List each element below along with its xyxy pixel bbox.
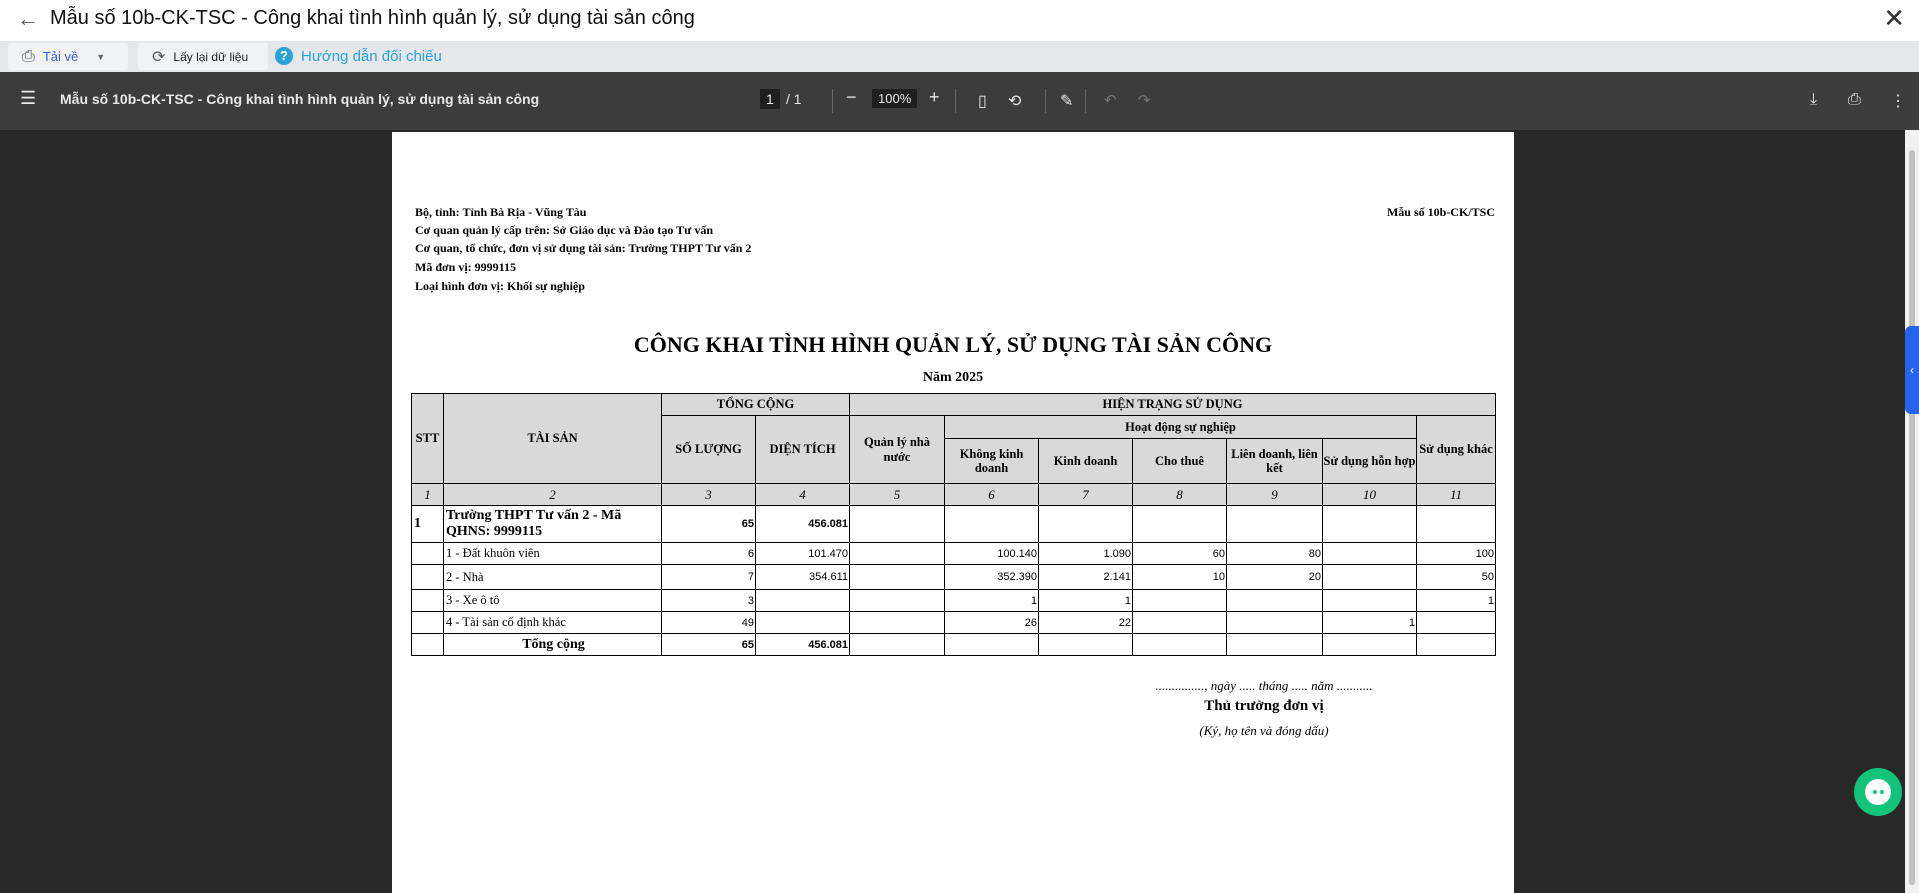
document-year: Năm 2025 — [922, 370, 984, 385]
zoom-out-icon[interactable]: − — [846, 87, 857, 107]
table-row — [412, 543, 1496, 565]
cell-value — [1417, 612, 1496, 634]
reload-data-button[interactable] — [138, 43, 268, 70]
cell-value: 26 — [945, 612, 1039, 634]
caret-down-icon: ▼ — [96, 51, 106, 62]
column-number: 7 — [1039, 484, 1133, 506]
cell-value: 354.611 — [756, 565, 850, 590]
cell-value: 50 — [1417, 565, 1496, 590]
cell-value — [945, 506, 1039, 543]
cell-value — [756, 612, 850, 634]
header-status: HIỆN TRẠNG SỬ DỤNG — [850, 394, 1496, 416]
cell-value: 101.470 — [756, 543, 850, 565]
column-number: 4 — [756, 484, 850, 506]
download-button[interactable] — [8, 43, 128, 70]
cell-value — [1227, 612, 1323, 634]
cell-value: 100.140 — [945, 543, 1039, 565]
cell-asset: Tổng cộng — [444, 634, 662, 656]
cell-value — [1323, 634, 1417, 656]
column-number: 10 — [1323, 484, 1417, 506]
header-stt: STT — [412, 394, 444, 484]
fit-page-icon[interactable]: ▯ — [978, 93, 987, 110]
header-state-management: Quản lý nhà nước — [850, 416, 945, 484]
cell-value — [850, 543, 945, 565]
cell-stt: 1 — [412, 506, 444, 543]
pdf-title: Mẫu số 10b-CK-TSC - Công khai tình hình quản lý, sử dụng tài sản công — [60, 91, 540, 107]
column-number: 5 — [850, 484, 945, 506]
header-line: Loại hình đơn vị: Khối sự nghiệp — [415, 279, 585, 293]
cell-value: 7 — [662, 565, 756, 590]
header-line: Bộ, tỉnh: Tỉnh Bà Rịa - Vũng Tàu — [415, 205, 587, 219]
table-row — [412, 565, 1496, 590]
cell-value: 352.390 — [945, 565, 1039, 590]
redo-icon[interactable]: ↷ — [1138, 92, 1151, 109]
cell-asset: 2 - Nhà — [444, 565, 662, 590]
cell-asset: 4 - Tài sản cố định khác — [444, 612, 662, 634]
zoom-in-icon[interactable]: + — [929, 87, 940, 107]
table-row — [412, 506, 1496, 543]
cell-value — [850, 565, 945, 590]
cell-value: 1.090 — [1039, 543, 1133, 565]
table-row — [412, 612, 1496, 634]
cell-value: 1 — [945, 590, 1039, 612]
cell-value: 60 — [1133, 543, 1227, 565]
cell-value: 65 — [662, 634, 756, 656]
header-asset: TÀI SẢN — [444, 394, 662, 484]
action-toolbar — [0, 41, 1919, 72]
cell-value: 2.141 — [1039, 565, 1133, 590]
column-number: 3 — [662, 484, 756, 506]
asset-table — [411, 393, 1496, 656]
header-line: Cơ quan, tổ chức, đơn vị sử dụng tài sản: Trường THPT Tư vấn 2 — [415, 241, 752, 255]
header-sub: Cho thuê — [1133, 439, 1227, 484]
header-sub: Liên doanh, liên kết — [1227, 439, 1323, 484]
cell-stt — [412, 612, 444, 634]
reload-label: Lấy lại dữ liệu — [173, 49, 249, 64]
cell-value: 22 — [1039, 612, 1133, 634]
annotate-icon[interactable]: ✎ — [1060, 93, 1074, 110]
header-area: DIỆN TÍCH — [756, 416, 850, 484]
header-line: Mã đơn vị: 9999115 — [415, 260, 516, 274]
scrollbar-thumb[interactable] — [1909, 150, 1915, 885]
sign-note: (Ký, họ tên và đóng dấu) — [1199, 723, 1329, 738]
column-number: 9 — [1227, 484, 1323, 506]
cell-stt — [412, 590, 444, 612]
help-label: Hướng dẫn đối chiếu — [301, 47, 442, 65]
pdf-viewer-toolbar — [0, 72, 1919, 130]
cell-asset: Trường THPT Tư vấn 2 - Mã QHNS: 9999115 — [444, 506, 662, 543]
cell-value: 456.081 — [756, 506, 850, 543]
pdf-page — [392, 132, 1514, 893]
refresh-icon: ⟳ — [152, 48, 166, 66]
cell-value: 80 — [1227, 543, 1323, 565]
header-sub: Không kinh doanh — [945, 439, 1039, 484]
cell-value — [850, 612, 945, 634]
header-total: TỔNG CỘNG — [662, 394, 850, 416]
cell-value: 1 — [1323, 612, 1417, 634]
cell-value: 456.081 — [756, 634, 850, 656]
cell-value: 10 — [1133, 565, 1227, 590]
title-bar — [0, 0, 1919, 41]
total-row — [412, 634, 1496, 656]
cell-value — [850, 506, 945, 543]
help-icon: ? — [275, 47, 293, 65]
cell-value: 1 — [1417, 590, 1496, 612]
header-activity: Hoạt động sự nghiệp — [945, 416, 1417, 439]
page-number-input[interactable]: 1 — [760, 89, 780, 109]
cell-value — [1039, 634, 1133, 656]
header-line: Cơ quan quản lý cấp trên: Sở Giáo dục và Đào tạo Tư vấn — [415, 223, 713, 237]
cell-value — [1227, 590, 1323, 612]
cell-value — [1227, 506, 1323, 543]
cell-value — [1133, 612, 1227, 634]
cell-value: 49 — [662, 612, 756, 634]
cell-stt — [412, 543, 444, 565]
chevron-left-icon: ‹ — [1910, 363, 1914, 377]
cell-value — [1323, 543, 1417, 565]
download-icon[interactable]: ⤓ — [1810, 91, 1818, 108]
header-sub: Kinh doanh — [1039, 439, 1133, 484]
column-number: 6 — [945, 484, 1039, 506]
back-arrow-icon[interactable]: ← — [17, 6, 39, 31]
column-number: 8 — [1133, 484, 1227, 506]
rotate-icon[interactable]: ⟲ — [1008, 93, 1022, 110]
column-number-row — [412, 484, 1496, 506]
cell-value: 65 — [662, 506, 756, 543]
cell-value — [1133, 506, 1227, 543]
sign-date: ..............., ngày ..... tháng ..... năm ........... — [1155, 678, 1373, 693]
cell-value — [1133, 634, 1227, 656]
cell-value — [1323, 590, 1417, 612]
cell-value — [1323, 565, 1417, 590]
cell-value — [1039, 506, 1133, 543]
header-other-use: Sử dụng khác — [1417, 416, 1496, 484]
cell-value — [850, 634, 945, 656]
header-sub: Sử dụng hỗn hợp — [1323, 439, 1417, 484]
cell-value: 20 — [1227, 565, 1323, 590]
form-code: Mẫu số 10b-CK/TSC — [1386, 205, 1495, 219]
document-title: CÔNG KHAI TÌNH HÌNH QUẢN LÝ, SỬ DỤNG TÀI SẢN CÔNG — [633, 332, 1273, 357]
column-number: 11 — [1417, 484, 1496, 506]
side-panel-toggle[interactable] — [1905, 326, 1919, 414]
cell-value: 6 — [662, 543, 756, 565]
chat-button[interactable] — [1854, 768, 1902, 816]
more-options-icon[interactable]: ⋮ — [1890, 93, 1906, 110]
undo-icon[interactable]: ↶ — [1104, 92, 1117, 109]
download-label: Tải về — [42, 49, 79, 64]
zoom-level[interactable]: 100% — [872, 89, 917, 108]
cell-value — [1227, 634, 1323, 656]
printer-icon: ⎙ — [22, 47, 35, 65]
cell-value — [1133, 590, 1227, 612]
cell-value — [945, 634, 1039, 656]
sign-title: Thủ trưởng đơn vị — [1204, 698, 1324, 714]
cell-asset: 1 - Đất khuôn viên — [444, 543, 662, 565]
print-icon[interactable]: ⎙ — [1848, 91, 1861, 108]
menu-icon[interactable]: ☰ — [20, 88, 37, 108]
cell-value — [1323, 506, 1417, 543]
cell-stt — [412, 565, 444, 590]
page-count: / 1 — [786, 91, 802, 107]
cell-value: 1 — [1039, 590, 1133, 612]
cell-value: 100 — [1417, 543, 1496, 565]
column-number: 1 — [412, 484, 444, 506]
table-row — [412, 590, 1496, 612]
cell-value — [850, 590, 945, 612]
cell-value — [756, 590, 850, 612]
window-title: Mẫu số 10b-CK-TSC - Công khai tình hình quản lý, sử dụng tài sản công — [50, 7, 695, 29]
cell-value — [1417, 634, 1496, 656]
chat-bot-icon — [1865, 779, 1891, 805]
column-number: 2 — [444, 484, 662, 506]
cell-value: 3 — [662, 590, 756, 612]
cell-value — [1417, 506, 1496, 543]
close-icon[interactable]: ✕ — [1883, 3, 1905, 33]
cell-stt — [412, 634, 444, 656]
header-quantity: SỐ LƯỢNG — [662, 416, 756, 484]
help-link[interactable] — [275, 47, 442, 65]
cell-asset: 3 - Xe ô tô — [444, 590, 662, 612]
